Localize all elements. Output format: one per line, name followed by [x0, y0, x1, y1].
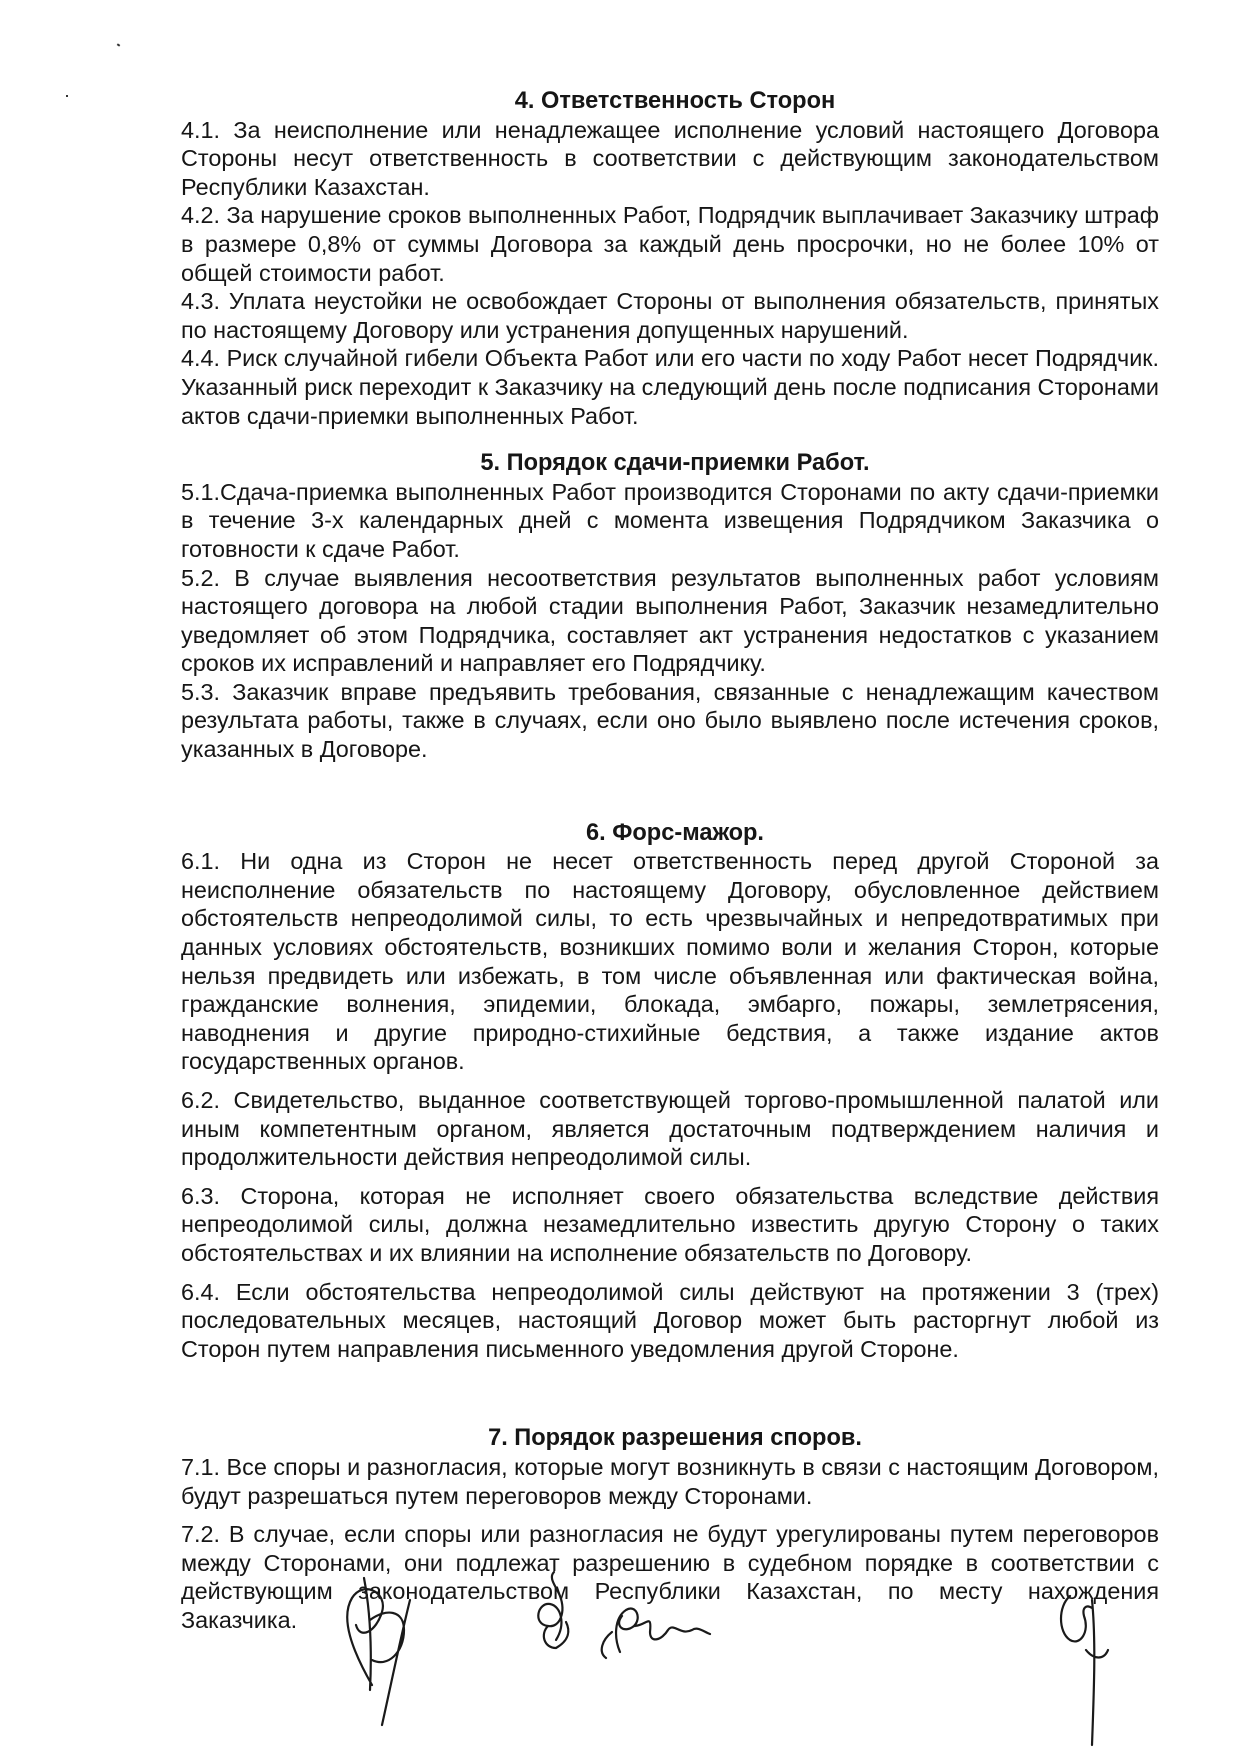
section-5-heading: 5. Порядок сдачи-приемки Работ.	[480, 450, 870, 477]
clause-6-1: 6.1. Ни одна из Сторон не несет ответственность перед другой Стороной за неисполнение обязательств по настоящему Договору, обусловленное действием обстоятельств непреодолимой силы, то есть чрезвычайных и непредотвратимых при данных условиях обстоятельств, возникших помимо воли и желания Сторон, которые нельзя предвидеть или избежать, в том числе объявленная или фактическая война, гражданские волнения, эпидемии, блокада, эмбарго, пожары, землетрясения, наводнения и другие природно-стихийные бедствия, а также издание актов государственных органов.	[181, 848, 1159, 1075]
clause-4-1: 4.1. За неисполнение или ненадлежащее исполнение условий настоящего Договора Стороны несут ответственность в соответствии с действующим законодательством Республики Казахстан.	[181, 116, 1159, 200]
section-4-heading: 4. Ответственность Сторон	[514, 88, 836, 114]
section-6-heading: 6. Форс-мажор.	[586, 819, 764, 846]
clause-7-2: 7.2. В случае, если споры или разногласия не будут урегулированы путем переговоров между Сторонами, они подлежат разрешению в судебном порядке в соответствии с действующим законодательством Республики Казахстан, по месту нахождения Заказчика.	[181, 1521, 1159, 1633]
clause-4-4: 4.4. Риск случайной гибели Объекта Работ или его части по ходу Работ несет Подрядчик. Указанный риск переходит к Заказчику на следующий день после подписания Сторонами актов сдачи-приемки выполненных Работ.	[181, 345, 1159, 429]
contract-text	[181, 87, 1159, 1635]
clause-4-3: 4.3. Уплата неустойки не освобождает Стороны от выполнения обязательств, принятых по настоящему Договору или устранения допущенных нарушений.	[181, 288, 1159, 343]
clause-5-1: 5.1.Сдача-приемка выполненных Работ производится Сторонами по акту сдачи-приемки в течение 3-х календарных дней с момента извещения Подрядчиком Заказчика о готовности к сдаче Работ.	[181, 478, 1159, 562]
clause-5-3: 5.3. Заказчик вправе предъявить требования, связанные с ненадлежащим качеством результата работы, также в случаях, если оно было выявлено после истечения сроков, указанных в Договоре.	[181, 678, 1159, 763]
clause-6-2: 6.2. Свидетельство, выданное соответствующей торгово-промышленной палатой или иным компетентным органом, является достаточным подтверждением наличия и продолжительности действия непреодолимой силы.	[181, 1087, 1159, 1171]
clause-6-4: 6.4. Если обстоятельства непреодолимой силы действуют на протяжении 3 (трех) последовательных месяцев, настоящий Договор может быть расторгнут любой из Сторон путем направления письменного уведомления другой Стороне.	[181, 1278, 1159, 1362]
clause-4-2: 4.2. За нарушение сроков выполненных Работ, Подрядчик выплачивает Заказчику штраф в размере 0,8% от суммы Договора за каждый день просрочки, но не более 10% от общей стоимости работ.	[181, 202, 1159, 286]
clause-6-3: 6.3. Сторона, которая не исполняет своего обязательства вследствие действия непреодолимой силы, должна незамедлительно известить другую Сторону о таких обстоятельствах и их влиянии на исполнение обязательств по Договору.	[181, 1182, 1159, 1266]
scan-speck	[117, 43, 121, 46]
scan-speck	[66, 95, 68, 97]
clause-5-2: 5.2. В случае выявления несоответствия результатов выполненных работ условиям настоящего договора на любой стадии выполнения Работ, Заказчик незамедлительно уведомляет об этом Подрядчика, составляет акт устранения недостатков с указанием сроков их исправлений и направляет его Подрядчику.	[181, 564, 1159, 677]
clause-7-1: 7.1. Все споры и разногласия, которые могут возникнуть в связи с настоящим Договором, будут разрешаться путем переговоров между Сторонами.	[181, 1453, 1159, 1509]
section-7-heading: 7. Порядок разрешения споров.	[488, 1425, 862, 1452]
